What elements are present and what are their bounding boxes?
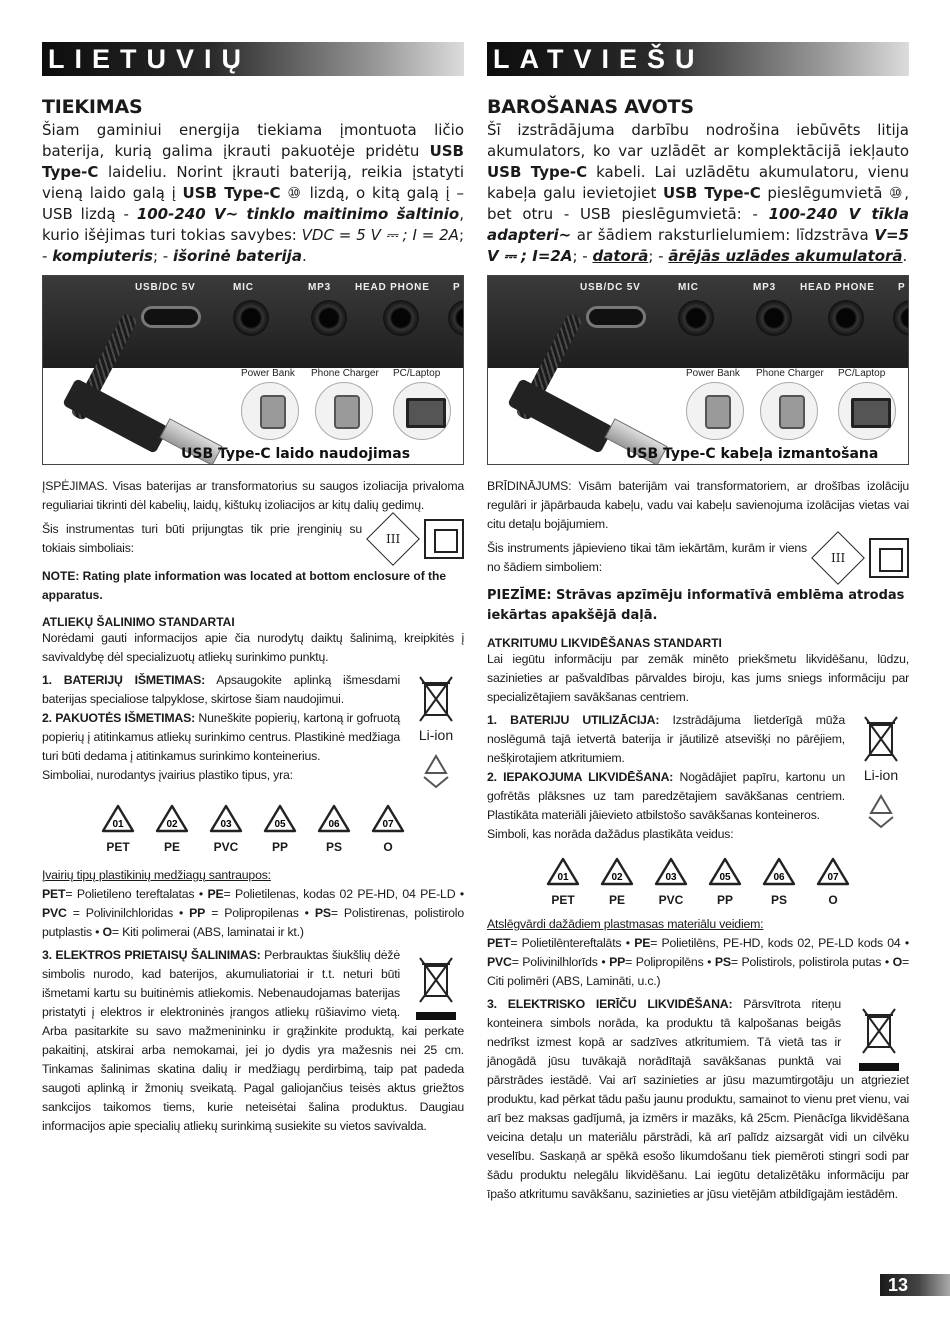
laptop-icon bbox=[393, 382, 451, 440]
plastic-code: 01 bbox=[112, 819, 124, 830]
jack bbox=[678, 300, 714, 336]
plastic-code-label: O bbox=[828, 893, 838, 907]
port-label: MIC bbox=[233, 282, 254, 293]
recycle-icon bbox=[416, 751, 456, 791]
device-label: Power Bank bbox=[241, 368, 295, 379]
plastic-code-item bbox=[651, 856, 691, 907]
li-ion-label: Li-ion bbox=[418, 727, 454, 743]
recycle-triangle-icon bbox=[544, 856, 582, 888]
jack bbox=[756, 300, 792, 336]
recycle-triangle-icon bbox=[814, 856, 852, 888]
plastic-codes bbox=[487, 856, 909, 907]
class-iii-icon: III bbox=[366, 512, 420, 566]
phone-charger-icon bbox=[760, 382, 818, 440]
plastic-code: 01 bbox=[557, 872, 569, 883]
black-bar bbox=[859, 1063, 899, 1071]
section-heading: TIEKIMAS bbox=[42, 96, 143, 118]
plastic-code-label: PET bbox=[106, 840, 130, 854]
weee-symbol bbox=[849, 1005, 909, 1071]
plastic-code-item bbox=[152, 803, 192, 854]
note-text: NOTE: Rating plate information was located at bottom enclosure of the apparatus. bbox=[42, 569, 447, 602]
plastic-code: 06 bbox=[328, 819, 340, 830]
jack bbox=[828, 300, 864, 336]
warning-text: ĮSPĖJIMAS. Visas baterijas ar transformatorius su saugos izoliacija privaloma reguliariai tikrinti dėl kabelių, laidų, kištukų izoliacijos ar kitų dalių gedimų. bbox=[42, 479, 464, 512]
plastic-code-label: O bbox=[383, 840, 393, 854]
recycle-triangle-icon bbox=[598, 856, 636, 888]
port-label: MIC bbox=[678, 282, 699, 293]
plastic-code-label: PET bbox=[551, 893, 575, 907]
recycle-triangle-icon bbox=[315, 803, 353, 835]
port-label: MP3 bbox=[308, 282, 331, 293]
usb-photo bbox=[42, 275, 464, 465]
abbrev-text: PET= Polietilēntereftalāts • PE= Polietilēns, PE-HD, kods 02, PE-LD kods 04 • PVC= Polivinilhlorīds • PP= Polipropilēns • PS= Polistirols, polistirola putas • O= Citi polimēri (ABS, Lamināti, u.c.) bbox=[487, 936, 910, 988]
power-intro: Šiam gaminiui energija tiekiama įmontuota ličio baterija, kurią galima įkrauti pakuotėje pridėtu USB Type-C laideliu. Norint įkrauti bateriją, reikia įstatyti vieną laido galą į USB Type-C ⑩ lizdą, o kitą galą į – USB lizdą - 100-240 V~ tinklo maitinimo šaltinio, kurio išėjimas turi tokias savybes: VDC = 5 V ⎓ ; I = 2A; - kompiuteris; - išorinė baterija. bbox=[42, 121, 465, 265]
section-heading: BAROŠANAS AVOTS bbox=[487, 96, 694, 118]
class-iii-icon: III bbox=[811, 531, 865, 585]
power-bank-icon bbox=[686, 382, 744, 440]
photo-caption: USB Type-C kabeļa izmantošana bbox=[626, 446, 879, 462]
port-label: USB/DC 5V bbox=[135, 282, 196, 293]
battery-symbols bbox=[408, 673, 464, 791]
plastic-code-item bbox=[206, 803, 246, 854]
plastic-code: 07 bbox=[827, 872, 839, 883]
plastic-code: 05 bbox=[719, 872, 731, 883]
latvian-column bbox=[487, 42, 909, 1204]
plastic-code: 03 bbox=[665, 872, 677, 883]
crossed-bin-icon bbox=[859, 1005, 899, 1057]
plastic-code: 02 bbox=[611, 872, 623, 883]
plastic-code-item bbox=[597, 856, 637, 907]
waste-intro: Norėdami gauti informacijos apie čia nurodytų daiktų šalinimą, kreipkitės į savivaldybę dėl specializuotų atliekų surinkimo punktų. bbox=[42, 631, 464, 664]
jack bbox=[893, 300, 909, 336]
usb-c-port bbox=[586, 306, 646, 328]
plastic-code-item bbox=[705, 856, 745, 907]
plastic-code-label: PS bbox=[770, 893, 787, 907]
plastic-code-label: PE bbox=[163, 840, 180, 854]
plastic-code-label: PP bbox=[716, 893, 733, 907]
double-insulation-icon bbox=[869, 538, 909, 578]
recycle-triangle-icon bbox=[261, 803, 299, 835]
recycle-icon bbox=[861, 791, 901, 831]
plastic-code: 05 bbox=[274, 819, 286, 830]
recycle-triangle-icon bbox=[760, 856, 798, 888]
recycle-triangle-icon bbox=[99, 803, 137, 835]
port-label: P bbox=[453, 282, 461, 293]
laptop-icon bbox=[838, 382, 896, 440]
port-label: P bbox=[898, 282, 906, 293]
device-label: Phone Charger bbox=[311, 368, 379, 379]
li-ion-label: Li-ion bbox=[863, 767, 899, 783]
battery-disposal: 1. BATERIJU UTILIZĀCIJA: Izstrādājuma lietderīgā mūža noslēgumā tajā ietvertā baterija ir jāutilizē atsevišķi no pārējiem, nešķirotajiem atkritumiem. bbox=[487, 713, 845, 765]
abbrev-title: Atslēgvārdi dažādiem plastmasas materiālu veidiem: bbox=[487, 917, 764, 931]
electrical-disposal: 3. ELEKTRISKO IERĪČU LIKVIDĒŠANA: Pārsvītrota riteņu konteinera simbols norāda, ka produktu tā kalpošanas beigās nedrīkst izmest kopā ar sadzīves atkritumiem. Tā vietā tas ir jānogādā jūsu tuvākajā norādītajā savākšanas punktā vai pārstrādes iestādē. Vai arī sazinieties ar jūsu mazumtirgotāju un atgrieziet produktu, kad pērkat tādu pašu jaunu produktu, samainot to vienu pret vienu, vai arī bez maksas gadījumā, ja izmērs ir mazāks, kā 25cm. Pienācīga likvidēšana veicina detaļu un materiālu pārstrādi, kā arī palīdz aizsargāt vidi un cilvēku veselību. Saskaņā ar spēkā esošo likumdošanu tiek piemēroti stingri sodi par šādu produktu nelegālu likvidēšanu. Lai iegūtu detalizētāku informāciju par īpašo atkritumu savākšanu, sazinieties ar jūsu vietējām atbildīgajām iestādēm. bbox=[487, 997, 909, 1201]
packaging-disposal: 2. PAKUOTĖS IŠMETIMAS: Nuneškite popierių, kartoną ir gofruotą popierių į atitinkamus atliekų surinkimo centrus. Plastikinė medžiaga turi būti dedama į atitinkamus surinkimo konteinerius. bbox=[42, 711, 400, 763]
recycle-triangle-icon bbox=[706, 856, 744, 888]
port-label: USB/DC 5V bbox=[580, 282, 641, 293]
plastic-code-item bbox=[368, 803, 408, 854]
jack bbox=[311, 300, 347, 336]
device-label: PC/Laptop bbox=[838, 368, 886, 379]
power-intro: Šī izstrādājuma darbību nodrošina iebūvēts litija akumulators, ko var uzlādēt ar komplektācijā iekļauto USB Type-C kabeli. Lai uzlādētu akumulatoru, vienu kabeļa galu ievietojiet USB Type-C pieslēgumvietā ⑩, bet otru - USB pieslēgumvietā: - 100-240 V tīkla adapteri~ ar šādiem raksturlielumiem: līdzstrāva V=5 V ⎓ ; I=2A; - datorā; - ārējās uzlādes akumulatorā. bbox=[487, 121, 910, 265]
abbrev-title: Įvairių tipų plastikinių medžiagų santraupos: bbox=[42, 868, 271, 882]
plastic-intro: Simboli, kas norāda dažādus plastikāta veidus: bbox=[487, 827, 734, 841]
usb-photo bbox=[487, 275, 909, 465]
lithuanian-column bbox=[42, 42, 464, 1136]
weee-symbol bbox=[408, 954, 464, 1020]
recycle-triangle-icon bbox=[207, 803, 245, 835]
device-label: PC/Laptop bbox=[393, 368, 441, 379]
plastic-code-label: PVC bbox=[213, 840, 239, 854]
page-number: 13 bbox=[880, 1274, 950, 1296]
black-bar bbox=[416, 1012, 456, 1020]
waste-heading: ATKRITUMU LIKVIDĒŠANAS STANDARTI bbox=[487, 636, 722, 650]
plastic-code-label: PE bbox=[608, 893, 625, 907]
jack bbox=[448, 300, 464, 336]
waste-intro: Lai iegūtu informāciju par zemāk minēto priekšmetu likvidēšanu, lūdzu, sazinieties ar pašvaldības pārvaldes biroju, kas jums sniegs informāciju par specializētajiem savākšanas centriem. bbox=[487, 652, 909, 704]
recycle-triangle-icon bbox=[652, 856, 690, 888]
jack bbox=[383, 300, 419, 336]
plastic-code: 06 bbox=[773, 872, 785, 883]
power-bank-icon bbox=[241, 382, 299, 440]
plastic-intro: Simboliai, nurodantys įvairius plastiko tipus, yra: bbox=[42, 768, 293, 782]
recycle-triangle-icon bbox=[153, 803, 191, 835]
plastic-codes bbox=[42, 803, 464, 854]
language-banner: LIETUVIŲ bbox=[42, 42, 464, 76]
plastic-code-item bbox=[260, 803, 300, 854]
abbrev-text: PET= Polietileno tereftalatas • PE= Polietilenas, kodas 02 PE-HD, 04 PE-LD • PVC = Polivinilchloridas • PP = Polipropilenas • PS= Polistirenas, polistirolo putplastis • O= Kiti polimerai (ABS, laminatai ir kt.) bbox=[42, 887, 464, 939]
plastic-code: 03 bbox=[220, 819, 232, 830]
device-label: Phone Charger bbox=[756, 368, 824, 379]
plastic-code-item bbox=[543, 856, 583, 907]
device-label: Power Bank bbox=[686, 368, 740, 379]
language-banner: LATVIEŠU bbox=[487, 42, 909, 76]
note-text: PIEZĪME: Strāvas apzīmēju informatīvā emblēma atrodas iekārtas apakšējā daļā. bbox=[487, 588, 905, 623]
plastic-code-label: PVC bbox=[658, 893, 684, 907]
port-label: MP3 bbox=[753, 282, 776, 293]
jack bbox=[233, 300, 269, 336]
recycle-triangle-icon bbox=[369, 803, 407, 835]
port-label: HEAD PHONE bbox=[800, 282, 875, 293]
battery-symbols bbox=[853, 713, 909, 831]
waste-heading: ATLIEKŲ ŠALINIMO STANDARTAI bbox=[42, 615, 235, 629]
crossed-bin-icon bbox=[861, 713, 901, 765]
plastic-code-label: PS bbox=[325, 840, 342, 854]
plastic-code: 07 bbox=[382, 819, 394, 830]
photo-caption: USB Type-C laido naudojimas bbox=[181, 446, 411, 462]
symbol-text: Šis instruments jāpievieno tikai tām iekārtām, kurām ir viens no šādiem simboliem: bbox=[487, 541, 807, 574]
usb-c-port bbox=[141, 306, 201, 328]
plastic-code-label: PP bbox=[271, 840, 288, 854]
warning-text: BRĪDINĀJUMS: Visām baterijām vai transformatoriem, ar drošības izolāciju regulāri ir jāpārbauda kabeļu, vadu vai kabeļu savienojuma izolācijas vietas vai citu detaļu bojājumiem. bbox=[487, 479, 909, 531]
battery-disposal: 1. BATERIJŲ IŠMETIMAS: Apsaugokite aplinką išmesdami baterijas specialiose talpyklose, skirtose šiam naudojimui. bbox=[42, 673, 400, 706]
plastic-code-item bbox=[314, 803, 354, 854]
crossed-bin-icon bbox=[416, 954, 456, 1006]
plastic-code-item bbox=[98, 803, 138, 854]
double-insulation-icon bbox=[424, 519, 464, 559]
electrical-disposal: 3. ELEKTROS PRIETAISŲ ŠALINIMAS: Perbrauktas šiukšlių dėžė simbolis nurodo, kad baterijos, akumuliatoriai ir t.t. neturi būti išmetami kartu su buitinėmis atliekomis. Nebenaudojamas baterijas pristatyti į elektros ir elektroninės įrangos atliekų rūšiavimo vietą. Arba pasitarkite su savo mažmenininku ir grąžinkite produktą, kai perkate pakaitinį, atskirai arba nemokamai, jei jo dydis yra mažesnis nei 25 cm. Tinkamas šalinimas skatina dalių ir medžiagų perdirbimą, taip pat padeda saugoti aplinką ir žmonių sveikatą. Pagal galiojančius teisės aktus griežtos sankcijos taikomos tiems, kurie neteisėtai šalina produktus. Daugiau informacijos apie specialių atliekų surinkimą susiekite su vietos savivalda. bbox=[42, 948, 464, 1133]
plastic-code-item bbox=[813, 856, 853, 907]
plastic-code: 02 bbox=[166, 819, 178, 830]
crossed-bin-icon bbox=[416, 673, 456, 725]
phone-charger-icon bbox=[315, 382, 373, 440]
plastic-code-item bbox=[759, 856, 799, 907]
symbol-text: Šis instrumentas turi būti prijungtas tik prie įrenginių su tokiais simboliais: bbox=[42, 522, 362, 555]
packaging-disposal: 2. IEPAKOJUMA LIKVIDĒŠANA: Nogādājiet papīru, kartonu un gofrētās plāksnes uz tam paredzētajiem savākšanas centriem. Plastikāta materiāli jāievieto atbilstošo savākšanas konteineros. bbox=[487, 770, 845, 822]
port-label: HEAD PHONE bbox=[355, 282, 430, 293]
